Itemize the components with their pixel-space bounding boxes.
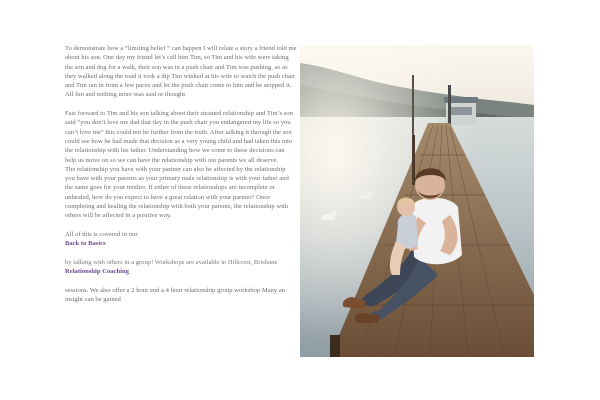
article-paragraph-3: The relationship you have with your partner can also be affected by the relationship you have with your parents as your primary male relationship is with your father and the same goes for your mother. If either of these relationships are incomplete or unhealed, how do you expect to have a great relation with your partner? Once completing and healing the relationship with both your parents, the relationship with others will be affected in a positive way.: [65, 165, 289, 220]
group-workshop-text: by talking with others in a group! Workshops are available in Hillcrest, Brisbane: [65, 258, 278, 266]
overlapping-text-block: [65, 258, 297, 277]
article-paragraph-2: Fast forward to Tim and his son talking about their strained relationship and Tim’s son said “you don’t love me dad that day in the push chair you endangered my life so you can’t love me” this could not be further from the truth. After talking it through the son could see how he had made that decision as a very young child and had taken this into the relationship with his father. Understanding how we come to these decisions can help us move on so we can have the relationship with our parents we all deserve.: [65, 110, 293, 164]
father-and-child-on-wooden-jetty-icon: [300, 45, 534, 357]
covered-intro-text: All of this is covered in our: [65, 230, 138, 238]
jetty-photo: [300, 45, 534, 357]
article-paragraph-last: sessions. We also offer a 2 hour and a 4 hour relationship group workshop Many an insight can be gained: [65, 286, 286, 304]
article-body: [65, 44, 297, 314]
article-paragraph-1: To demonstrate how a “limiting belief “ can happen I will relate a story a friend told me about his son. One day my friend let’s call him Tim, so Tim and his wife were taking the son and dog for a walk, their son was in a push chair and Tim was pushing, so as they walked along the road it took a dip Tim winked at his wife to watch the push chair and Tim ran in front a few paces and let the push chair come to him and he stopped it. All fun and nothing more was said or thought.: [65, 45, 297, 99]
relationship-coaching-link[interactable]: Relationship Coaching: [65, 268, 129, 276]
back-to-basics-link[interactable]: Back to Basics: [65, 240, 106, 248]
